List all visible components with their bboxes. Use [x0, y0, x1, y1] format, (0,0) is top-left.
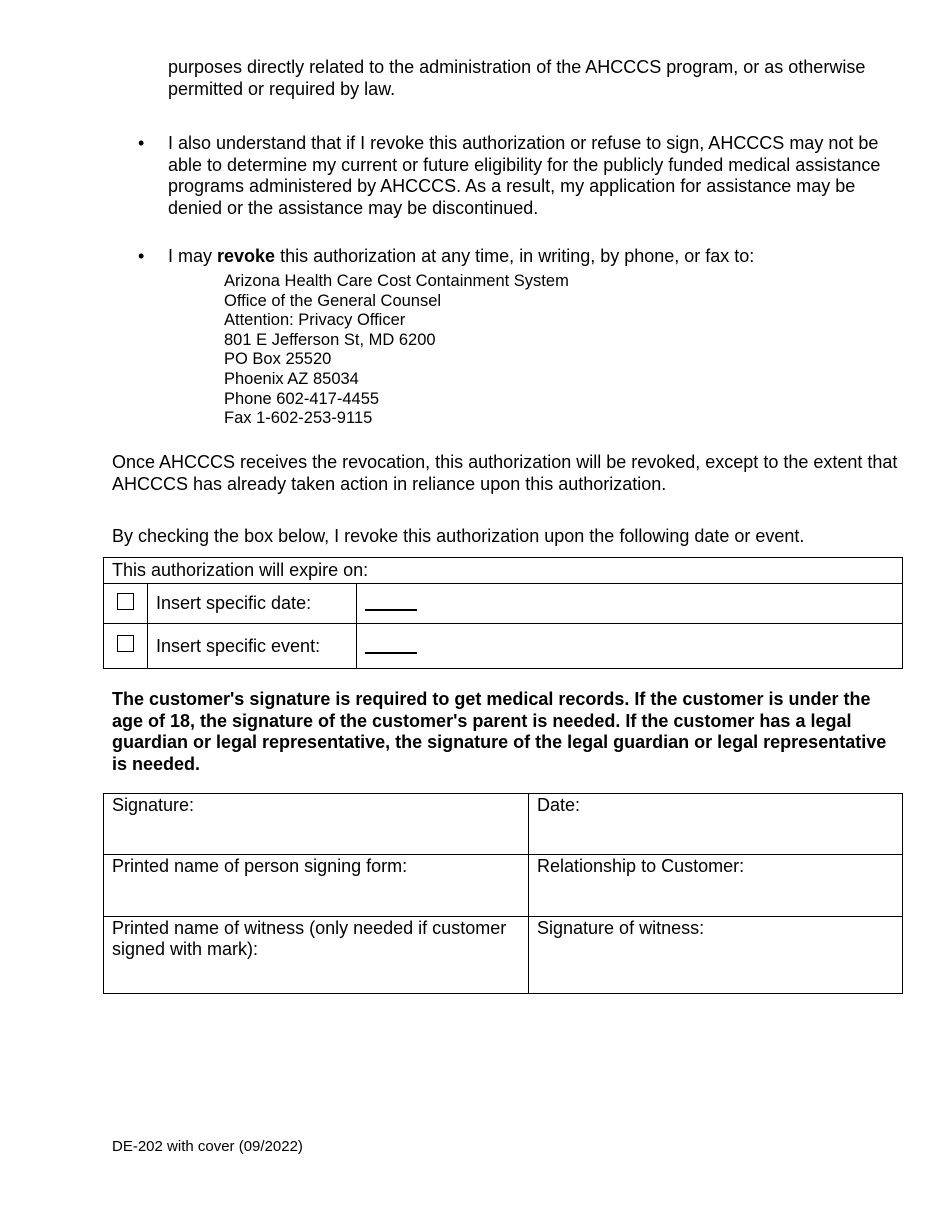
- revocation-paragraph: Once AHCCCS receives the revocation, this authorization will be revoked, except to the extent that AHCCCS has already taken action in reliance upon this authorization.: [112, 452, 898, 494]
- address-line: 801 E Jefferson St, MD 6200: [224, 330, 436, 349]
- bullet-revoke-prefix: I may: [168, 246, 218, 266]
- expiration-table: [103, 557, 903, 669]
- printed-name-label: Printed name of person signing form:: [112, 856, 408, 876]
- bullet-eligibility: I also understand that if I revoke this authorization or refuse to sign, AHCCCS may not be able to determine my current or future eligibility for the publicly funded medical assistance programs administered by AHCCCS. As a result, my application for assistance may be denied or the assistance may be discontinued.: [168, 133, 881, 218]
- signature-label: Signature:: [112, 795, 195, 815]
- signature-table: [103, 793, 903, 994]
- signature-notice: The customer's signature is required to get medical records. If the customer is under the age of 18, the signature of the customer's parent is needed. If the customer has a legal guardian or legal representative, the signature of the legal guardian or legal representative is needed.: [112, 689, 887, 774]
- address-line: Phoenix AZ 85034: [224, 369, 359, 388]
- witness-signature-cell[interactable]: [529, 917, 903, 994]
- witness-name-cell[interactable]: [104, 917, 529, 994]
- event-label: Insert specific event:: [156, 635, 321, 656]
- witness-name-label: Printed name of witness (only needed if customer signed with mark):: [112, 918, 507, 959]
- checkbox-intro: By checking the box below, I revoke this authorization upon the following date or event.: [112, 526, 805, 546]
- event-blank-line[interactable]: [365, 634, 417, 654]
- bullet-icon: •: [138, 133, 145, 153]
- date-blank-line[interactable]: [365, 591, 417, 611]
- bullet-revoke-bold: revoke: [217, 246, 276, 266]
- date-cell[interactable]: [529, 794, 903, 855]
- event-checkbox[interactable]: [117, 635, 134, 652]
- form-footer: DE-202 with cover (09/2022): [112, 1138, 303, 1155]
- date-field-label: Date:: [537, 795, 581, 815]
- expiration-header-cell: [104, 558, 903, 584]
- bullet-revoke: [168, 246, 888, 268]
- relationship-cell[interactable]: [529, 855, 903, 917]
- signature-cell[interactable]: [104, 794, 529, 855]
- relationship-label: Relationship to Customer:: [537, 856, 745, 876]
- date-value-cell[interactable]: [357, 584, 903, 624]
- date-label: Insert specific date:: [156, 593, 312, 613]
- address-line: Attention: Privacy Officer: [224, 311, 406, 330]
- event-label-cell: [148, 624, 357, 669]
- witness-signature-label: Signature of witness:: [537, 918, 705, 938]
- address-line: Office of the General Counsel: [224, 291, 442, 310]
- event-checkbox-cell: [104, 624, 148, 669]
- address-line: Phone 602-417-4455: [224, 389, 380, 408]
- expiration-header: This authorization will expire on:: [112, 560, 369, 580]
- date-checkbox[interactable]: [117, 593, 134, 610]
- printed-name-cell[interactable]: [104, 855, 529, 917]
- address-line: PO Box 25520: [224, 350, 332, 369]
- event-value-cell[interactable]: [357, 624, 903, 669]
- address-block: [224, 272, 569, 429]
- address-line: Arizona Health Care Cost Containment System: [224, 272, 569, 290]
- bullet-icon: •: [138, 246, 145, 266]
- date-label-cell: [148, 584, 357, 624]
- bullet-revoke-suffix: this authorization at any time, in writing, by phone, or fax to:: [275, 246, 755, 266]
- date-checkbox-cell: [104, 584, 148, 624]
- address-line: Fax 1-602-253-9115: [224, 409, 373, 428]
- continued-paragraph: purposes directly related to the administration of the AHCCCS program, or as otherwise permitted or required by law.: [168, 57, 866, 99]
